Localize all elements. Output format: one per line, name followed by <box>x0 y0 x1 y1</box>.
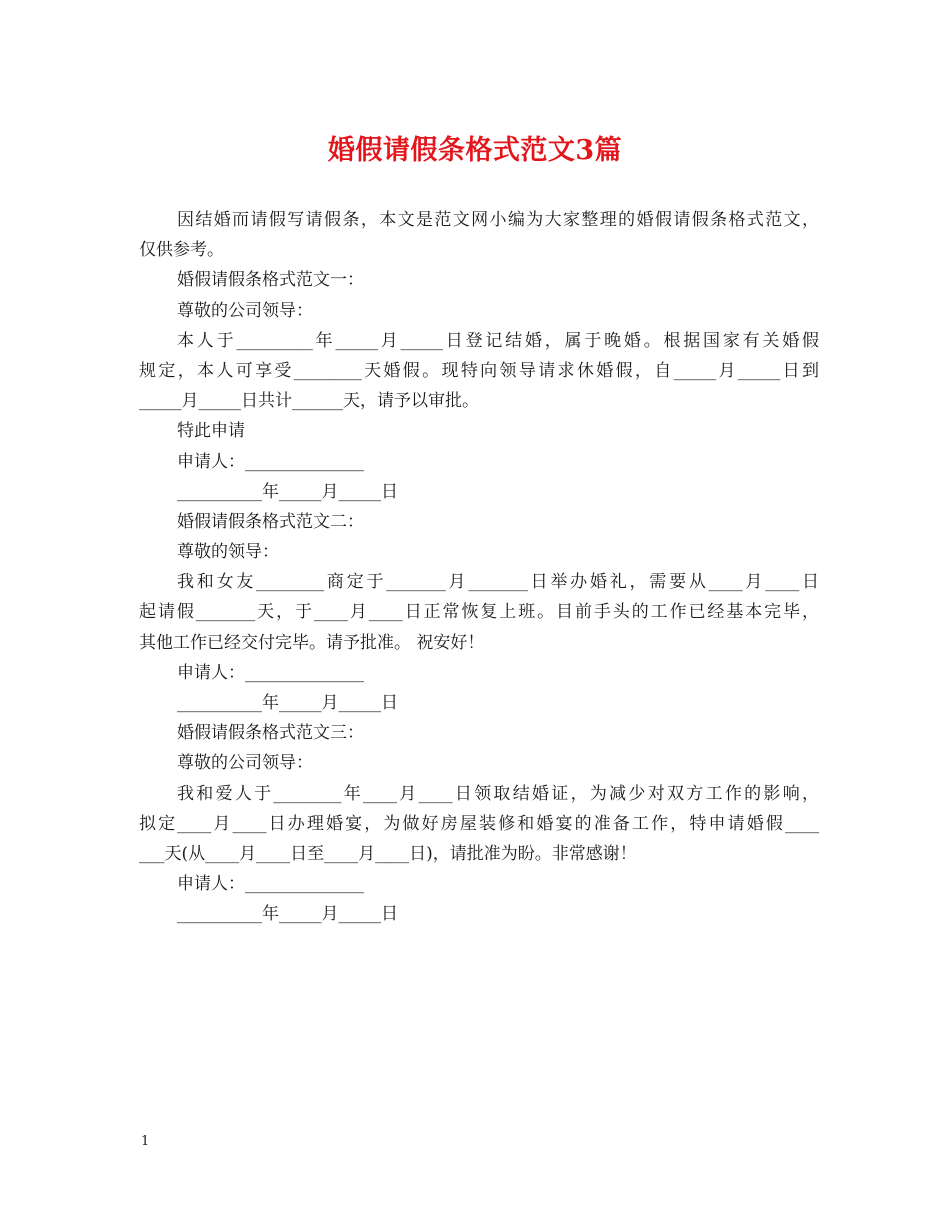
document-body <box>139 205 819 930</box>
body-line: __________年_____月_____日 <box>177 693 398 713</box>
document-title: 婚假请假条格式范文3篇 <box>327 135 623 166</box>
body-line: __________年_____月_____日 <box>177 904 398 925</box>
body-line: _____月_____日共计______天，请予以审批。 <box>139 391 479 412</box>
body-line: 我和女友________商定于_______月_______日举办婚礼，需要从____月____日 <box>177 572 819 593</box>
body-line: 仅供参考。 <box>139 240 224 261</box>
body-line: 婚假请假条格式范文三： <box>177 723 364 744</box>
body-line: ___天(从____月____日至____月____日)，请批准为盼。非常感谢！ <box>139 843 637 864</box>
body-line: 本人于_________年_____月_____日登记结婚，属于晚婚。根据国家有关婚假 <box>177 330 819 351</box>
body-line: 特此申请 <box>177 421 245 442</box>
body-line: __________年_____月_____日 <box>177 481 398 502</box>
body-line: 尊敬的领导： <box>177 542 279 563</box>
body-line: 其他工作已经交付完毕。请予批准。 祝安好！ <box>139 632 485 653</box>
body-line: 起请假_______天，于____月____日正常恢复上班。目前手头的工作已经基本完毕， <box>139 602 819 623</box>
body-line: 婚假请假条格式范文一： <box>177 270 364 291</box>
body-line: 因结婚而请假写请假条，本文是范文网小编为大家整理的婚假请假条格式范文， <box>177 210 819 230</box>
body-line: 婚假请假条格式范文二： <box>177 511 364 532</box>
body-line: 拟定____月____日办理婚宴，为做好房屋装修和婚宴的准备工作，特申请婚假____ <box>139 813 819 834</box>
body-line: 申请人：______________ <box>177 451 364 472</box>
body-line: 申请人：______________ <box>177 874 364 895</box>
body-line: 尊敬的公司领导： <box>177 300 313 321</box>
body-line: 尊敬的公司领导： <box>177 753 313 774</box>
page-number: 1 <box>141 1134 150 1149</box>
body-line: 规定，本人可享受________天婚假。现特向领导请求休婚假，自_____月_____日到 <box>139 360 819 381</box>
body-line: 我和爱人于________年____月____日领取结婚证，为减少对双方工作的影响， <box>177 783 819 804</box>
body-line: 申请人：______________ <box>177 662 364 683</box>
